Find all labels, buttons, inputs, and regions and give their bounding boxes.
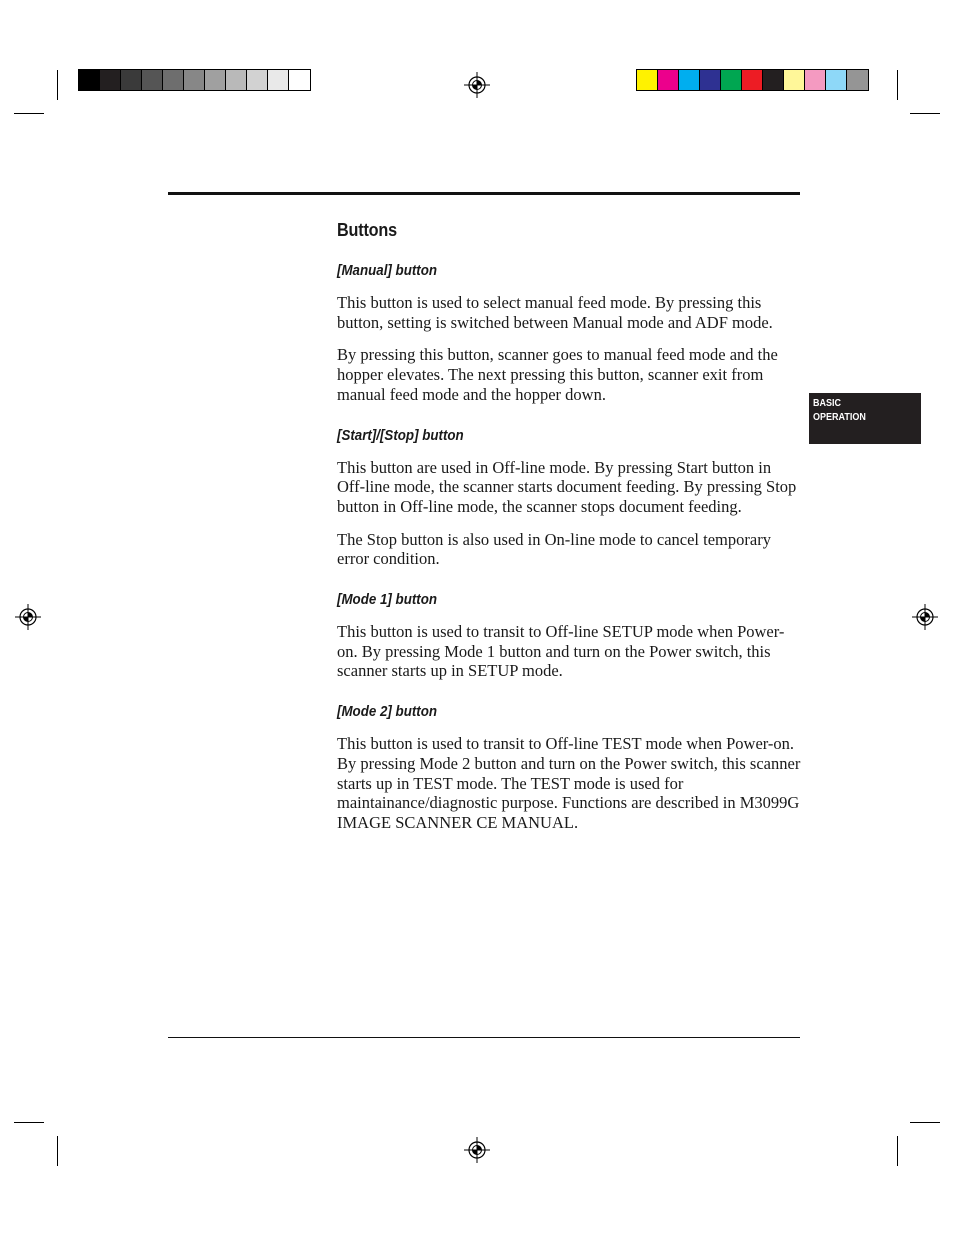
color-swatch xyxy=(805,70,826,90)
subsection-title: [Mode 2] button xyxy=(337,704,438,721)
header-rule xyxy=(168,192,800,195)
color-swatch xyxy=(679,70,700,90)
color-swatch xyxy=(847,70,868,90)
registration-target-icon xyxy=(912,604,938,630)
subsection-title: [Manual] button xyxy=(337,263,438,279)
color-swatch xyxy=(142,70,163,90)
color-swatch xyxy=(79,70,100,90)
crop-mark xyxy=(910,1122,940,1123)
page-content xyxy=(337,220,802,846)
subsection-manual xyxy=(337,263,802,405)
crop-mark xyxy=(897,70,898,100)
subsection-title: [Start]/[Stop] button xyxy=(337,427,464,444)
color-swatch xyxy=(121,70,142,90)
color-swatch xyxy=(658,70,679,90)
paragraph: This button is used to select manual feed mode. By pressing this button, setting is switched between Manual mode and ADF mode. xyxy=(337,293,773,332)
crop-mark xyxy=(897,1136,898,1166)
subsection-title: [Mode 1] button xyxy=(337,592,438,609)
subsection-mode-2 xyxy=(337,704,802,833)
crop-mark xyxy=(57,1136,58,1166)
registration-target-icon xyxy=(15,604,41,630)
paragraph: This button is used to transit to Off-line SETUP mode when Power-on. By pressing Mode 1 button and turn on the Power switch, this scanner starts up in SETUP mode. xyxy=(337,622,785,681)
paragraph: This button are used in Off-line mode. By pressing Start button in Off-line mode, the scanner starts document feeding. By pressing Stop button in Off-line mode, the scanner stops document feeding. xyxy=(337,457,797,516)
color-swatch xyxy=(784,70,805,90)
color-swatch xyxy=(637,70,658,90)
crop-mark xyxy=(910,113,940,114)
color-swatch xyxy=(184,70,205,90)
color-swatch xyxy=(826,70,847,90)
crop-mark xyxy=(14,113,44,114)
paragraph: This button is used to transit to Off-line TEST mode when Power-on. By pressing Mode 2 button and turn on the Power switch, this scanner starts up in TEST mode. The TEST mode is used for maintainance/diagnostic purpose. Functions are described in M3099G IMAGE SCANNER CE MANUAL. xyxy=(337,734,801,832)
paragraph: The Stop button is also used in On-line mode to cancel temporary error condition. xyxy=(337,529,771,569)
paragraph: By pressing this button, scanner goes to manual feed mode and the hopper elevates. The next pressing this button, scanner exit from manual feed mode and the hopper down. xyxy=(337,345,778,404)
subsection-mode-1 xyxy=(337,592,802,681)
color-swatch xyxy=(247,70,268,90)
subsection-start-stop xyxy=(337,428,802,570)
crop-mark xyxy=(57,70,58,100)
color-swatch xyxy=(289,70,310,90)
side-tab-line-1: BASIC xyxy=(813,398,842,409)
grayscale-calibration-bar xyxy=(78,69,311,91)
color-swatch xyxy=(721,70,742,90)
color-swatch xyxy=(100,70,121,90)
color-swatch xyxy=(700,70,721,90)
color-swatch xyxy=(205,70,226,90)
crop-mark xyxy=(14,1122,44,1123)
chapter-side-tab xyxy=(809,393,921,444)
registration-target-icon xyxy=(464,72,490,98)
color-calibration-bar xyxy=(636,69,869,91)
footer-rule xyxy=(168,1037,800,1038)
color-swatch xyxy=(226,70,247,90)
section-heading: Buttons xyxy=(337,220,397,240)
registration-target-icon xyxy=(464,1137,490,1163)
side-tab-line-2: OPERATION xyxy=(813,412,866,423)
color-swatch xyxy=(742,70,763,90)
color-swatch xyxy=(763,70,784,90)
color-swatch xyxy=(163,70,184,90)
color-swatch xyxy=(268,70,289,90)
